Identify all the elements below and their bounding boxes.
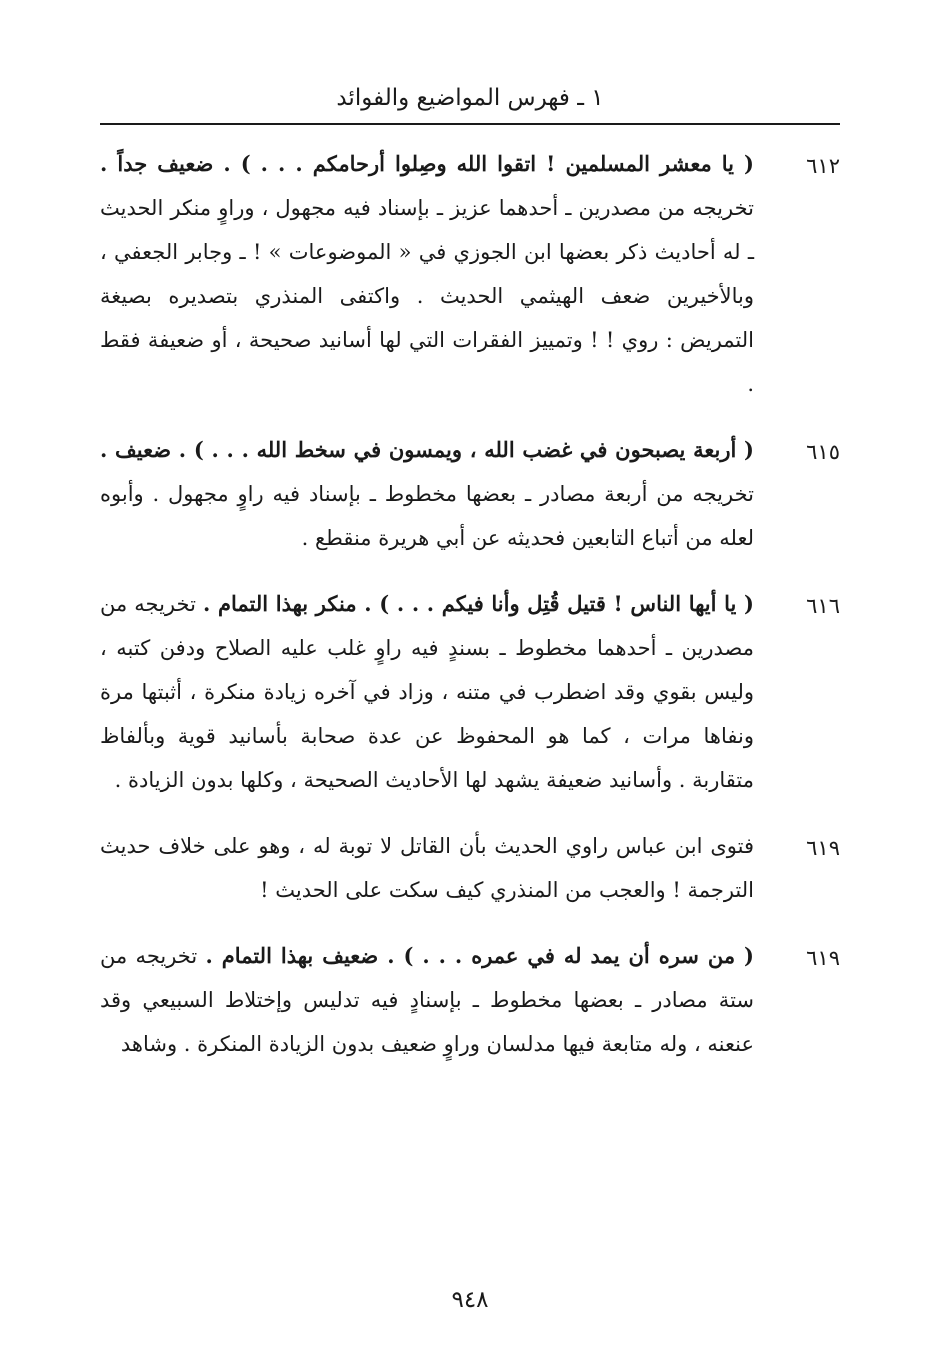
header-title: ١ ـ فهرس المواضيع والفوائد	[336, 85, 604, 111]
entry-text: تخريجه من ستة مصادر ـ بعضها مخطوط ـ بإسنادٍ فيه تدليس وإختلاط السبيعي وقد عنعنه ، وله متابعة فيها مدلسان وراوٍ ضعيف بدون الزيادة المنكرة . وشاهد	[100, 944, 754, 1056]
entry-body	[100, 582, 754, 802]
index-entry	[100, 582, 840, 802]
entry-text: فتوى ابن عباس راوي الحديث بأن القاتل لا توبة له ، وهو على خلاف حديث الترجمة ! والعجب من المنذري كيف سكت على الحديث !	[100, 834, 754, 902]
index-entry	[100, 934, 840, 1066]
entry-number: ٦١٩	[806, 836, 840, 860]
entry-number: ٦١٦	[806, 594, 840, 618]
index-entries	[100, 142, 840, 1088]
page-footer	[0, 1284, 940, 1316]
entry-lead: ( يا معشر المسلمين ! اتقوا الله وصِلوا أرحامكم . . . ) . ضعيف جداً .	[100, 151, 754, 176]
entry-lead: ( يا أيها الناس ! قتيل قُتِل وأنا فيكم . . . ) . منكر بهذا التمام .	[202, 591, 754, 616]
index-entry	[100, 428, 840, 560]
entry-body	[100, 934, 754, 1066]
entry-body	[100, 142, 754, 406]
entry-number: ٦١٥	[806, 440, 840, 464]
entry-body	[100, 824, 754, 912]
header-rule	[100, 123, 840, 125]
entry-body	[100, 428, 754, 560]
entry-lead: ( من سره أن يمد له في عمره . . . ) . ضعيف بهذا التمام .	[205, 943, 754, 968]
entry-number: ٦١٢	[806, 154, 840, 178]
running-header	[100, 82, 840, 114]
entry-text: تخريجه من مصدرين ـ أحدهما مخطوط ـ بسندٍ فيه راوٍ غلب عليه الصلاح ودفن كتبه ، وليس بقوي وقد اضطرب في متنه ، وزاد في آخره زيادة منكرة ، أثبتها مرة ونفاها مرات ، كما هو المحفوظ عن عدة صحابة بأسانيد قوية وبألفاظ متقاربة . وأسانيد ضعيفة يشهد لها الأحاديث الصحيحة ، وكلها بدون الزيادة .	[100, 592, 754, 792]
index-entry	[100, 142, 840, 406]
entry-number: ٦١٩	[806, 946, 840, 970]
entry-text: تخريجه من مصدرين ـ أحدهما عزيز ـ بإسناد فيه مجهول ، وراوٍ منكر الحديث ـ له أحاديث ذكر بعضها ابن الجوزي في « الموضوعات » ! ـ وجابر الجعفي ، وبالأخيرين ضعف الهيثمي الحديث . واكتفى المنذري بتصديره بصيغة التمريض : روي ! ! وتمييز الفقرات التي لها أسانيد صحيحة ، أو ضعيفة فقط .	[100, 196, 754, 396]
index-entry	[100, 824, 840, 912]
entry-lead: ( أربعة يصبحون في غضب الله ، ويمسون في سخط الله . . . ) . ضعيف .	[100, 437, 754, 462]
entry-text: تخريجه من أربعة مصادر ـ بعضها مخطوط ـ بإسناد فيه راوٍ مجهول . وأبوه لعله من أتباع التابعين فحديثه عن أبي هريرة منقطع .	[100, 482, 754, 550]
page-number: ٩٤٨	[451, 1287, 489, 1313]
